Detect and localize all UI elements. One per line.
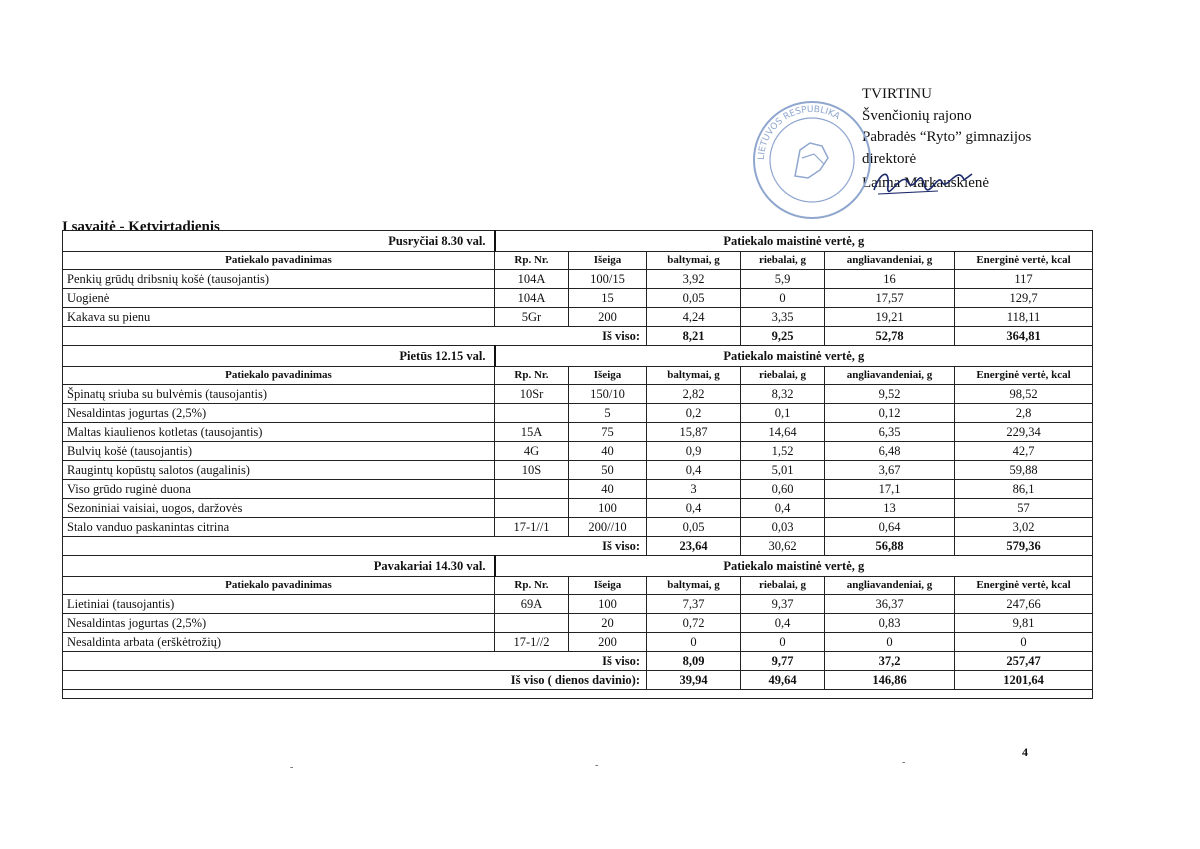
column-iseiga: Išeiga <box>569 577 647 595</box>
dish-iseiga: 100 <box>569 499 647 518</box>
dish-baltymai: 3 <box>647 480 741 499</box>
column-riebalai: riebalai, g <box>741 367 825 385</box>
table-row <box>63 423 1093 442</box>
dish-iseiga: 100 <box>569 595 647 614</box>
table-row <box>63 289 1093 308</box>
meal-title: Pusryčiai 8.30 val. <box>63 231 495 252</box>
dish-angliavandeniai: 17,1 <box>825 480 955 499</box>
meal-title: Pavakariai 14.30 val. <box>63 556 495 577</box>
total-energija: 579,36 <box>955 537 1093 556</box>
table-row <box>63 480 1093 499</box>
dish-energija: 42,7 <box>955 442 1093 461</box>
total-energija: 364,81 <box>955 327 1093 346</box>
dish-baltymai: 0,2 <box>647 404 741 423</box>
column-name: Patiekalo pavadinimas <box>63 252 495 270</box>
total-label: Iš viso: <box>63 327 647 346</box>
dish-angliavandeniai: 0,83 <box>825 614 955 633</box>
dish-energija: 229,34 <box>955 423 1093 442</box>
nutrition-header: Patiekalo maistinė vertė, g <box>495 556 1093 577</box>
column-name: Patiekalo pavadinimas <box>63 577 495 595</box>
day-total-row <box>63 671 1093 690</box>
scan-mark: - <box>290 762 294 773</box>
column-angliavandeniai: angliavandeniai, g <box>825 577 955 595</box>
dish-name: Raugintų kopūstų salotos (augalinis) <box>63 461 495 480</box>
meal-header-row <box>63 556 1093 577</box>
dish-name: Nesaldintas jogurtas (2,5%) <box>63 404 495 423</box>
spacer-cell <box>63 690 1093 699</box>
total-riebalai: 9,25 <box>741 327 825 346</box>
table-row <box>63 461 1093 480</box>
table-row <box>63 499 1093 518</box>
table-row <box>63 442 1093 461</box>
dish-iseiga: 40 <box>569 480 647 499</box>
dish-rp: 4G <box>495 442 569 461</box>
dish-name: Sezoniniai vaisiai, uogos, daržovės <box>63 499 495 518</box>
dish-baltymai: 0,9 <box>647 442 741 461</box>
table-row <box>63 404 1093 423</box>
dish-iseiga: 200//10 <box>569 518 647 537</box>
dish-riebalai: 0,1 <box>741 404 825 423</box>
dish-rp: 10Sr <box>495 385 569 404</box>
dish-rp: 69A <box>495 595 569 614</box>
column-baltymai: baltymai, g <box>647 252 741 270</box>
signature-icon <box>868 160 978 200</box>
official-stamp-icon <box>750 98 874 222</box>
dish-name: Špinatų sriuba su bulvėmis (tausojantis) <box>63 385 495 404</box>
dish-riebalai: 5,9 <box>741 270 825 289</box>
dish-iseiga: 15 <box>569 289 647 308</box>
dish-rp: 17-1//2 <box>495 633 569 652</box>
dish-name: Uogienė <box>63 289 495 308</box>
dish-angliavandeniai: 3,67 <box>825 461 955 480</box>
dish-riebalai: 14,64 <box>741 423 825 442</box>
dish-iseiga: 150/10 <box>569 385 647 404</box>
meal-header-row <box>63 346 1093 367</box>
column-header-row <box>63 577 1093 595</box>
scan-mark: - <box>902 757 906 768</box>
total-angliavandeniai: 37,2 <box>825 652 955 671</box>
dish-baltymai: 7,37 <box>647 595 741 614</box>
dish-rp: 104A <box>495 270 569 289</box>
dish-iseiga: 75 <box>569 423 647 442</box>
dish-angliavandeniai: 6,35 <box>825 423 955 442</box>
table-row <box>63 308 1093 327</box>
dish-name: Kakava su pienu <box>63 308 495 327</box>
dish-name: Penkių grūdų dribsnių košė (tausojantis) <box>63 270 495 289</box>
dish-riebalai: 0 <box>741 289 825 308</box>
week-title: I savaitė - Ketvirtadienis <box>62 219 220 235</box>
scan-mark: - <box>595 760 599 771</box>
approval-line: TVIRTINU <box>862 86 932 102</box>
dish-angliavandeniai: 16 <box>825 270 955 289</box>
dish-name: Maltas kiaulienos kotletas (tausojantis) <box>63 423 495 442</box>
dish-riebalai: 1,52 <box>741 442 825 461</box>
dish-angliavandeniai: 0 <box>825 633 955 652</box>
dish-baltymai: 2,82 <box>647 385 741 404</box>
column-header-row <box>63 367 1093 385</box>
dish-rp: 104A <box>495 289 569 308</box>
dish-energija: 118,11 <box>955 308 1093 327</box>
dish-name: Nesaldinta arbata (erškėtrožių) <box>63 633 495 652</box>
column-energija: Energinė vertė, kcal <box>955 252 1093 270</box>
approval-line: Laima Markauskienė <box>862 175 990 191</box>
dish-rp <box>495 404 569 423</box>
dish-rp: 17-1//1 <box>495 518 569 537</box>
table-row <box>63 633 1093 652</box>
dish-rp <box>495 499 569 518</box>
total-baltymai: 8,09 <box>647 652 741 671</box>
table-row <box>63 614 1093 633</box>
approval-line: Pabradės “Ryto” gimnazijos <box>862 129 1032 145</box>
dish-baltymai: 0,05 <box>647 518 741 537</box>
dish-iseiga: 40 <box>569 442 647 461</box>
dish-baltymai: 4,24 <box>647 308 741 327</box>
column-energija: Energinė vertė, kcal <box>955 367 1093 385</box>
menu-body <box>63 231 1093 699</box>
page-number: 4 <box>1022 745 1028 759</box>
total-energija: 257,47 <box>955 652 1093 671</box>
dish-baltymai: 3,92 <box>647 270 741 289</box>
meal-header-row <box>63 231 1093 252</box>
total-angliavandeniai: 56,88 <box>825 537 955 556</box>
dish-energija: 117 <box>955 270 1093 289</box>
dish-riebalai: 0,60 <box>741 480 825 499</box>
dish-energija: 3,02 <box>955 518 1093 537</box>
dish-angliavandeniai: 6,48 <box>825 442 955 461</box>
dish-rp: 15A <box>495 423 569 442</box>
nutrition-header: Patiekalo maistinė vertė, g <box>495 346 1093 367</box>
dish-name: Bulvių košė (tausojantis) <box>63 442 495 461</box>
dish-iseiga: 20 <box>569 614 647 633</box>
total-baltymai: 23,64 <box>647 537 741 556</box>
dish-name: Viso grūdo ruginė duona <box>63 480 495 499</box>
dish-angliavandeniai: 0,12 <box>825 404 955 423</box>
column-iseiga: Išeiga <box>569 252 647 270</box>
dish-energija: 57 <box>955 499 1093 518</box>
dish-name: Nesaldintas jogurtas (2,5%) <box>63 614 495 633</box>
stamp-text: LIETUVOS RESPUBLIKA <box>756 104 842 161</box>
dish-baltymai: 0,4 <box>647 461 741 480</box>
day-total-angliavandeniai: 146,86 <box>825 671 955 690</box>
dish-iseiga: 200 <box>569 633 647 652</box>
dish-rp: 5Gr <box>495 308 569 327</box>
dish-baltymai: 0 <box>647 633 741 652</box>
dish-energija: 247,66 <box>955 595 1093 614</box>
dish-angliavandeniai: 9,52 <box>825 385 955 404</box>
dish-iseiga: 100/15 <box>569 270 647 289</box>
dish-iseiga: 5 <box>569 404 647 423</box>
meal-total-row <box>63 537 1093 556</box>
dish-energija: 2,8 <box>955 404 1093 423</box>
column-riebalai: riebalai, g <box>741 577 825 595</box>
dish-angliavandeniai: 0,64 <box>825 518 955 537</box>
column-header-row <box>63 252 1093 270</box>
dish-energija: 9,81 <box>955 614 1093 633</box>
dish-riebalai: 9,37 <box>741 595 825 614</box>
column-rp: Rp. Nr. <box>495 367 569 385</box>
meal-total-row <box>63 652 1093 671</box>
dish-baltymai: 0,05 <box>647 289 741 308</box>
column-iseiga: Išeiga <box>569 367 647 385</box>
dish-riebalai: 0,4 <box>741 499 825 518</box>
meal-title: Pietūs 12.15 val. <box>63 346 495 367</box>
menu-table <box>62 230 1093 699</box>
dish-iseiga: 50 <box>569 461 647 480</box>
nutrition-header: Patiekalo maistinė vertė, g <box>495 231 1093 252</box>
column-energija: Energinė vertė, kcal <box>955 577 1093 595</box>
dish-name: Stalo vanduo paskanintas citrina <box>63 518 495 537</box>
dish-energija: 98,52 <box>955 385 1093 404</box>
dish-rp <box>495 614 569 633</box>
dish-riebalai: 5,01 <box>741 461 825 480</box>
dish-energija: 59,88 <box>955 461 1093 480</box>
column-name: Patiekalo pavadinimas <box>63 367 495 385</box>
dish-angliavandeniai: 36,37 <box>825 595 955 614</box>
dish-riebalai: 0,03 <box>741 518 825 537</box>
dish-energija: 129,7 <box>955 289 1093 308</box>
column-angliavandeniai: angliavandeniai, g <box>825 252 955 270</box>
column-rp: Rp. Nr. <box>495 252 569 270</box>
dish-iseiga: 200 <box>569 308 647 327</box>
column-baltymai: baltymai, g <box>647 367 741 385</box>
dish-energija: 86,1 <box>955 480 1093 499</box>
dish-baltymai: 0,4 <box>647 499 741 518</box>
day-total-riebalai: 49,64 <box>741 671 825 690</box>
table-row <box>63 518 1093 537</box>
total-label: Iš viso: <box>63 537 647 556</box>
total-baltymai: 8,21 <box>647 327 741 346</box>
total-riebalai: 30,62 <box>741 537 825 556</box>
meal-total-row <box>63 327 1093 346</box>
dish-rp <box>495 480 569 499</box>
dish-angliavandeniai: 19,21 <box>825 308 955 327</box>
column-angliavandeniai: angliavandeniai, g <box>825 367 955 385</box>
dish-energija: 0 <box>955 633 1093 652</box>
dish-rp: 10S <box>495 461 569 480</box>
approval-line: direktorė <box>862 150 917 167</box>
table-row <box>63 385 1093 404</box>
total-angliavandeniai: 52,78 <box>825 327 955 346</box>
total-riebalai: 9,77 <box>741 652 825 671</box>
bottom-spacer-row <box>63 690 1093 699</box>
table-row <box>63 270 1093 289</box>
dish-angliavandeniai: 17,57 <box>825 289 955 308</box>
dish-riebalai: 0 <box>741 633 825 652</box>
dish-baltymai: 0,72 <box>647 614 741 633</box>
dish-name: Lietiniai (tausojantis) <box>63 595 495 614</box>
day-total-baltymai: 39,94 <box>647 671 741 690</box>
column-riebalai: riebalai, g <box>741 252 825 270</box>
table-row <box>63 595 1093 614</box>
dish-riebalai: 8,32 <box>741 385 825 404</box>
dish-riebalai: 3,35 <box>741 308 825 327</box>
day-total-energija: 1201,64 <box>955 671 1093 690</box>
total-label: Iš viso: <box>63 652 647 671</box>
column-baltymai: baltymai, g <box>647 577 741 595</box>
dish-angliavandeniai: 13 <box>825 499 955 518</box>
dish-riebalai: 0,4 <box>741 614 825 633</box>
day-total-label: Iš viso ( dienos davinio): <box>63 671 647 690</box>
approval-line: Švenčionių rajono <box>862 107 972 124</box>
dish-baltymai: 15,87 <box>647 423 741 442</box>
column-rp: Rp. Nr. <box>495 577 569 595</box>
